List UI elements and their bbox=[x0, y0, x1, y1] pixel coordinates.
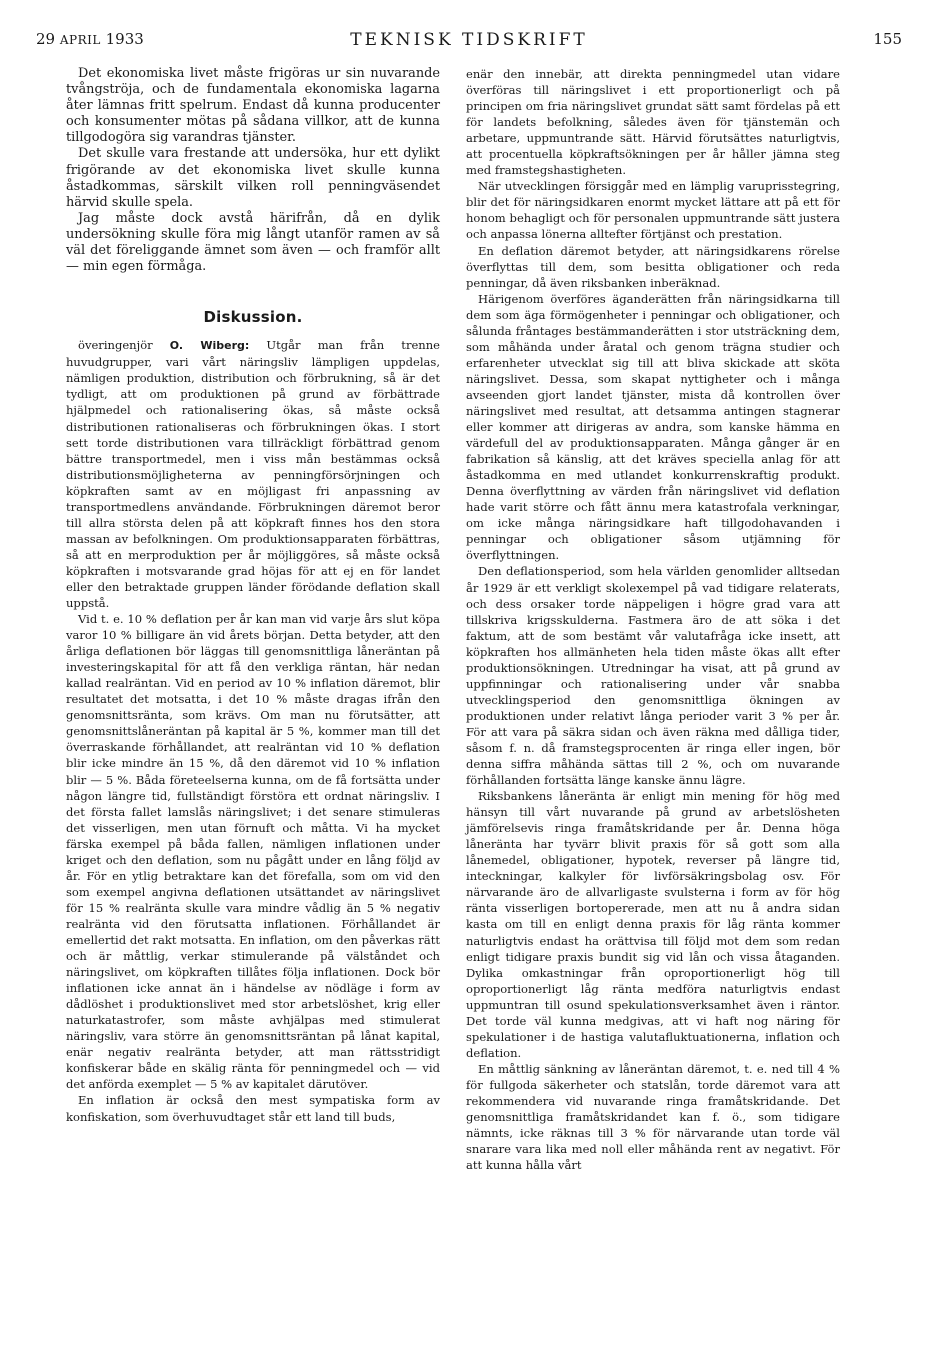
body-paragraph: Den deflationsperiod, som hela världen genomlider alltsedan år 1929 är ett verkligt skolexempel på vad tidigare relaterats, och dess orsaker torde näppeligen i högre grad vara att tillskriva krigsskulderna. Fastmera äro de att söka i det faktum, att de som bestämt vår valutafråga icke insett, att köpkraften hos allmänheten hela tiden måste ökas allt efter produktionsökningen. Utredningar ha visat, att på grund av uppfinningar och rationalisering under vår snabba utvecklingsperiod den genomsnittliga ökningen av produktionen under relativt långa perioder varit 3 % per år. För att vara på säkra sidan och även räkna med dålliga tider, såsom f. n. då framstegsprocenten är ringa eller ingen, bör denna siffra måhända sättas till 2 %, och om nuvarande förhållanden fortsätta länge kanske ännu lägre. bbox=[466, 564, 840, 788]
body-paragraph: När utvecklingen försiggår med en lämplig varuprisstegring, blir det för näringsidkaren enormt mycket lättare att på ett för honom behagligt och för personalen uppmuntrande sätt justera och anpassa lönerna alltefter förtjänst och prestation. bbox=[466, 179, 840, 242]
intro-paragraph: Det ekonomiska livet måste frigöras ur sin nuvarande tvångströja, och de fundamentala ekonomiska lagarna åter lämnas fritt spelrum. Endast då kunna producenter och konsumenter mötas på sådana villkor, att de kunna tillgodogöra sig varandras tjänster. bbox=[66, 66, 440, 146]
speaker-prefix: överingenjör bbox=[78, 338, 170, 353]
section-heading: Diskussion. bbox=[203, 308, 303, 327]
page-number: 155 bbox=[873, 30, 902, 48]
body-paragraph: En deflation däremot betyder, att näringsidkarens rörelse överflyttas till dem, som besitta obligationer och reda penningar, då även riksbanken inberäknad. bbox=[466, 243, 840, 290]
body-paragraph: En inflation är också den mest sympatiska form av konfiskation, som överhuvudtaget står ett land till buds, bbox=[66, 1093, 440, 1124]
discussion-paragraph bbox=[66, 337, 440, 611]
right-column bbox=[466, 66, 840, 1173]
speaker-name: O. Wiberg: bbox=[169, 339, 250, 353]
body-paragraph: Härigenom överföres äganderätten från näringsidkarna till dem som äga förmögenheter i penningar och obligationer, och sålunda fråntages bestämmanderätten i stor utsträckning dem, som måhända under åratal och genom trägna studier och erfarenheter utvecklat sig till att bliva skickade att sköta näringslivet. Dessa, som skapat nyttigheter och i många avseenden gjort landet tjänster, mista då kontrollen över näringslivet med resultat, att detsamma antingen stagnerar eller kommer att dirigeras av andra, som kanske hämma en värdefull del av produktionsapparaten. Många gånger är en fabrikation så känslig, att det kräves speciella anlag för att åstadkomma en med utlandet konkurrenskraftig produkt. Denna överflyttning av värden från näringslivet vid deflation hade varit större och fått ännu mera katastrofala verkningar, om icke många näringsidkare haft tillgodohavanden i penningar och obligationer såsom utjämning för överflyttningen. bbox=[466, 291, 840, 563]
issue-day: 29 bbox=[36, 30, 56, 48]
continued-paragraph: enär den innebär, att direkta penningmedel utan vidare överföras till näringslivet i ett proportionerligt och på principen om fria näringslivet grundat sätt samt fördelas på ett för landets befolkning, således även för tjänstemän och arbetare, uppmuntrande sätt. Härvid förutsättes naturligtvis, att procentuella köpkraftsökningen per år håller jämna steg med framstegshastigheten. bbox=[466, 67, 840, 178]
intro-paragraph: Det skulle vara frestande att undersöka, hur ett dylikt frigörande av det ekonomiska livet skulle kunna åstadkommas, särskilt vilken roll penningväsendet härvid skulle spela. bbox=[66, 146, 440, 210]
page-header bbox=[36, 30, 902, 52]
body-paragraph: Riksbankens låneränta är enligt min mening för hög med hänsyn till vårt nuvarande på grund av arbetslösheten jämförelsevis ringa framåtskridande per år. Denna höga låneränta har tyvärr blivit praxis för så gott som alla lånemedel, obligationer, hypotek, reverser på längre tid, inteckningar, kalkyler för livförsäkringsbolag osv. För närvarande äro de allvarligaste svulsterna i form av för hög ränta visserligen bortopererade, men att nu å andra sidan kasta om till en enligt denna praxis för låg ränta kommer naturligtvis endast ha orättvisa till följd mot dem som redan enligt tidigare praxis bundit sig vid lån och vissa åtaganden. Dylika omkastningar från oproportionerligt hög till oproportionerligt låg ränta medföra naturligtvis endast uppmuntran till osund spekulationsverksamhet även i räntor. Det torde väl kunna medgivas, att vi haft nog näring för spekulationer i de hastiga valutafluktuationerna, inflation och deflation. bbox=[466, 789, 840, 1060]
intro-paragraph: Jag måste dock avstå härifrån, då en dylik undersökning skulle föra mig långt utanför ramen av så väl det föreliggande ämnet som även — och framför allt — min egen förmåga. bbox=[66, 210, 440, 275]
issue-month: APRIL bbox=[59, 33, 101, 47]
body-paragraph: Vid t. e. 10 % deflation per år kan man vid varje års slut köpa varor 10 % billigare än vid årets början. Detta betyder, att den årliga deflationen bör läggas till genomsnittliga låneräntan på investeringskapital för att få den verkliga räntan, här nedan kallad realräntan. Vid en period av 10 % inflation däremot, blir resultatet det motsatta, i det 10 % måste dragas ifrån den genomsnittsränta, som krävs. Om man nu förutsätter, att genomsnittslåneräntan på kapital är 5 %, kommer man till det överraskande förhållandet, att realräntan vid 10 % deflation blir icke mindre än 15 %, då den däremot vid 10 % inflation blir — 5 %. Båda företeelserna kunna, om de få fortsätta under någon längre tid, fullständigt förstöra ett ordnat näringsliv. I det första fallet lamslås näringslivet; i det senare stimuleras det visserligen, men utan förnuft och måtta. Vi ha mycket färska exempel på båda fallen, nämligen inflationen under kriget och den deflation, som nu pågått under en lång följd av år. För en ytlig betraktare kan det förefalla, som om vid den som exempel angivna deflationen utsättandet av näringslivet för 15 % realränta skulle vara mindre vådlig än 5 % negativ realränta vid den förutsatta inflationen. Förhållandet är emellertid det rakt motsatta. En inflation, om den påverkas rätt och är måttlig, verkar stimulerande på välståndet och näringslivet, om köpkraften tillåtes följa inflationen. Dock bör inflationen icke annat än i händelse av nödläge i form av dådlöshet i produktionslivet med stor arbetslöshet, krig eller naturkatastrofer, som måste avhjälpas med stimulerat näringsliv, vara större än genomsnittsräntan på lånat kapital, enär negativ realränta betyder, att man rättsstridigt konfiskerar både en skälig ränta för penningmedel och — vid det anförda exemplet — 5 % av kapitalet därutöver. bbox=[66, 612, 440, 1092]
body-paragraph: En måttlig sänkning av låneräntan däremot, t. e. ned till 4 % för fullgoda säkerheter och statslån, torde däremot vara att rekommendera vid nuvarande ringa framåtskridande. Det genomsnittliga framåtskridandet kan f. ö., som tidigare nämnts, icke räknas till 3 % för närvarande utan torde väl snarare vara lika med noll eller måhända rent av negativt. För att kunna hålla vårt bbox=[466, 1061, 840, 1173]
journal-title: TEKNISK TIDSKRIFT bbox=[350, 30, 588, 50]
left-column bbox=[66, 66, 440, 1125]
paragraph-body: Utgår man från trenne huvudgrupper, vari vårt näringsliv lämpligen uppdelas, nämligen produktion, distribution och förbrukning, så är det tydligt, att om produktionen på grund av förbättrade hjälpmedel och rationalisering ökas, så måste också distributionen rationaliseras och förbrukningen ökas. I stort sett torde distributionen vara tillräckligt förbättrad genom bättre transportmedel, men i viss mån bestämmas också distributionsmöjligheterna av penningförsörjningen och köpkraften samt av en möjligast fri anpassning av transportmedlens användande. Förbrukningen däremot beror till allra största delen på att köpkraft finnes hos den stora massan av befolkningen. Om produktionsapparaten förbättras, så att en merproduktion per år möjliggöres, så måste också köpkraften i motsvarande grad höjas för att ej en för landet eller den betraktade gruppen länder förödande deflation skall uppstå. bbox=[66, 338, 441, 611]
issue-year: 1933 bbox=[105, 30, 144, 48]
